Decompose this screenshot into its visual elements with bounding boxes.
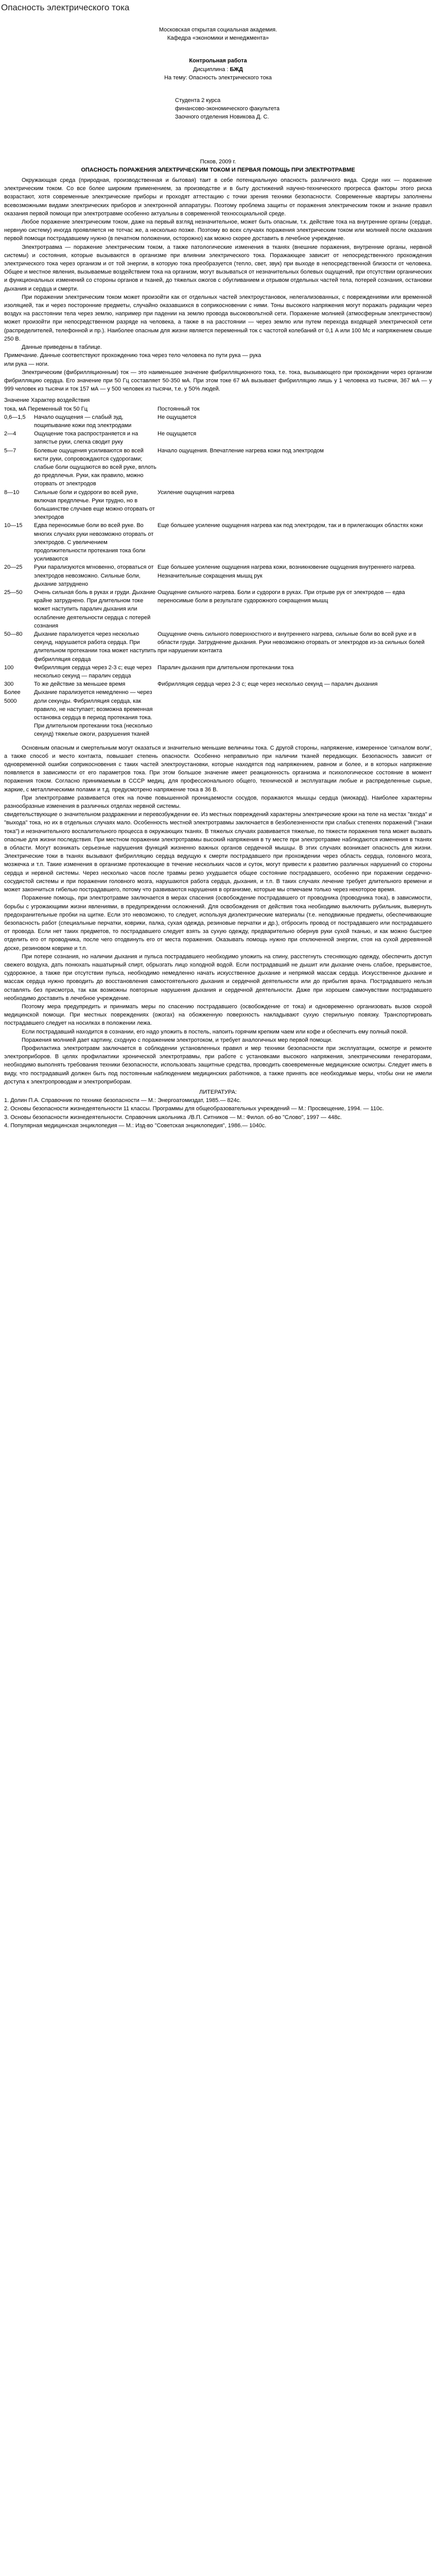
page-title: Опасность электрического тока [1, 3, 130, 12]
table-cell-range: 5—7 [4, 447, 16, 454]
table-cell-range: Более 5000 [4, 689, 21, 704]
work-type: Контрольная работа [189, 58, 247, 64]
table-cell-dc: Фибрилляция сердца через 2-3 с; еще через несколько секунд — паралич дыхания [158, 681, 378, 688]
table-cell-ac: Очень сильная боль в руках и груди. Дыхание крайне затруднено. При длительном токе может наступить паралич дыхания или ослабление деятельности сердца с потерей сознания [34, 589, 155, 629]
table-cell-dc: Еще большее усиление ощущения нагрева кожи, возникновение ощущения внутреннего нагрева. Незначительные сокращения мышц рук [158, 564, 416, 579]
table-cell-ac: Сильные боли и судороги во всей руке, включая предплечье. Руки трудно, но в большинстве случаев еще можно оторвать от электродов [34, 489, 155, 521]
table-cell-dc: Ощущение очень сильного поверхностного и внутреннего нагрева, сильные боли во всей руке и в области груди. Затруднение дыхания. Руки невозможно оторвать от электродов из-за сильных болей при нарушении контакта [158, 631, 425, 654]
topic: На тему: Опасность электрического тока [164, 74, 272, 81]
student-department: Заочного отделения Новикова Д. С. [175, 114, 269, 121]
effects-table [4, 396, 432, 738]
table-cell-range: 2—4 [4, 431, 16, 437]
paragraph: Профилактика электротравм заключается в соблюдении установленных правил и мер техники безопасности при эксплуатации, осмотре и ремонте электроприборов. В целях профилактики хронической электротравмы, при работе с установками высокого напряжения, электрическими генераторами, необходимо выполнять требования техники безопасности, использовать защитные средства, проводить своевременные медицинские осмотры. Следует иметь в виду, что пострадавший должен быть под постоянным наблюдением медицинских работников, а также принять все необходимые меры, чтобы они не имели доступа к электропроводам и электроприборам. [4, 1045, 432, 1085]
table-cell-dc: Начало ощущения. Впечатление нагрева кожи под электродом [158, 447, 324, 454]
paragraph: Основным опасным и смертельным могут оказаться и значительно меньшие величины тока. С другой стороны, напряжение, измеренное 'сигналом воли', а также способ и место контакта, повышает степень опасности. Особенно неправильно при наличии тканей передающих. Безопасность зависит от одновременной ошибки соприкосновения с таких частей электроустановки, которые находятся под напряжением, равном и более, и в которых напряжение появляется в зависимости от его параметров тока. При этом большое значение имеет реакционность организма и психологическое состояние в момент поражения током. Согласно принимаемым в СССР медиц. для профессионального общего, технической и эксплуатации любые и распределенные сырые, жаркие, с металлическими полами и т.д. предусмотрено напряжение тока в 36 В. [4, 744, 432, 793]
table-row [4, 688, 432, 738]
literature-item: 4. Популярная медицинская энциклопедия — М.: Изд-во "Советская энциклопедия", 1986.— 1040с. [4, 1122, 267, 1129]
literature-item: 1. Долин П.А. Справочник по технике безопасности — М.: Энергоатомиздат, 1985.— 824с. [4, 1097, 241, 1104]
student-course: Студентa 2 курса [175, 97, 221, 104]
table-cell-dc: Ощущение сильного нагрева. Боли и судороги в руках. При отрыве рук от электродов — едва переносимые боли в результате судорожного сокращения мышц [158, 589, 405, 604]
table-cell-ac: Дыхание парализуется через несколько секунд, нарушается работа сердца. При длительном протекании тока может наступить фибрилляция сердца [34, 631, 156, 663]
paragraph: или рука — ноги. [4, 361, 49, 367]
paragraphs-block [4, 176, 432, 393]
table-row [4, 588, 432, 630]
table-cell-range: 25—50 [4, 589, 23, 596]
literature-list [4, 1096, 432, 1130]
table-header: Значение Характер воздействия [4, 397, 90, 404]
section-title: ОПАСНОСТЬ ПОРАЖЕНИЯ ЭЛЕКТРИЧЕСКИМ ТОКОМ И ПЕРВАЯ ПОМОЩЬ ПРИ ЭЛЕКТРОТРАВМЕ [81, 166, 355, 173]
table-cell-dc: Не ощущается [158, 414, 197, 420]
paragraph: Данные приведены в таблице. [22, 344, 102, 351]
discipline: Дисциплина : БЖД [193, 66, 243, 73]
literature-title: ЛИТЕРАТУРА: [199, 1089, 237, 1095]
literature-item: 3. Основы безопасности жизнедеятельности. Справочник школьника ./В.П. Ситников — М.: Филол. об-во "Слово", 1997 — 448с. [4, 1114, 342, 1121]
paragraph: Поэтому мерa предупредить и принимать меры по спасению пострадавшего (освобождение от тока) и одновременно организовать вызов скорой медицинской помощи. При местных повреждениях (ожогах) на обожженную поверхность накладывают сухую стерильную повязку. Транспортировать пострадавшего следует на носилках в положении лежа. [4, 1003, 432, 1027]
table-cell-dc: Еще большее усиление ощущения нагрева как под электродом, так и в прилегающих областях кожи [158, 522, 423, 529]
table-row [4, 680, 432, 688]
table-cell-range: 0,6—1,5 [4, 414, 26, 420]
table-row [4, 430, 432, 446]
table-row [4, 563, 432, 588]
table-cell-ac: Начало ощущения — слабый зуд, пощипывание кожи под электродами [34, 414, 132, 429]
table-row [4, 488, 432, 522]
table-row [4, 664, 432, 680]
paragraph: Электрическим (фибрилляционным) ток — это наименьшее значение фибрилляционного тока, т.е. тока, вызывающего при прохождении через организм фибрилляцию сердца. Его значение при 50 Гц составляет 50-350 мА. При этом токе 67 мА вызывает фибрилляцию лишь у 1 человека из тысячи, 367 мА — у 999 человек из тысячи и ток 157 мА — у 500 человек из тысячи, т.е. у 50% людей. [4, 369, 432, 393]
paragraph: Поражение помощь, при электротравме заключается в мерах спасения (освобождение пострадавшего от проводника (проводника тока), в зависимости, борьбы с угрожающими жизни явлениями, в предупреждении осложнений. Для освобождения от действия тока необходимо выключить рубильник, вывернуть предохранительные пробки на щитке. Если это невозможно, то следует, используя диэлектрические материалы (т.е. неподвижные предметы, обеспечивающие безопасность работ (специальные перчатки, коврики, палка, сухая одежда, резиновые перчатки и др.), отбросить провод от пострадавшего или пострадавшего от провода. Если нет таких предметов, то пострадавшего следует взять за сухую одежду, предварительно обернув руки сухой тканью, и как можно быстрее отделить его от проводника, после чего отодвинуть его от места поражения. Оказывать помощь нужно при отключенной энергии, стоя на сухой деревянной доске, резиновом коврике и т.п. [4, 895, 432, 952]
table-cell-ac: Фибрилляция сердца через 2-3 с; еще через несколько секунд — паралич сердца [34, 664, 152, 680]
table-cell-dc: Паралич дыхания при длительном протекании тока [158, 664, 294, 671]
table-cell-range: 300 [4, 681, 14, 688]
table-cell-range: 20—25 [4, 564, 23, 571]
table-cell-ac: Болевые ощущения усиливаются во всей кисти руки, сопровождаются судорогами; слабые боли ощущаются во всей руке, вплоть до предплечья. Руки, как правило, можно оторвать от электродов [34, 447, 156, 487]
table-cell-dc: Не ощущается [158, 431, 197, 437]
paragraphs-block-2 [4, 744, 432, 1086]
paragraph: При электротравме развивается отек на почве повышенной проницаемости сосудов, поражаются мышцы сердца (миокард). Наиболее характерны разнообразные изменения в различных отделах нервной системы. [4, 794, 432, 810]
table-row [4, 413, 432, 430]
faculty: финансово-экономического факультета [175, 106, 280, 112]
paragraph: Окружающая среда (природная, производственная и бытовая) таит в себе потенциальную опасность различного вида. Среди них — поражение электрическим током. Со все более широким применением, за производстве и в быту достижений научно-технического прогресса факторы этого риска возрастают, хотя современные электрические приборы и проходят аттестацию с точки зрения техники безопасности. Современные квартиры заполнены всевозможными видами электрических приборов и электронной аппаратуры. Поэтому проблема защиты от поражения электрическим током и знание правил оказания первой помощи при электротравме особенно актуальны в современной техносоциальной среде. [4, 177, 432, 217]
paragraph: При поражении электрическим током может произойти как от отдельных частей электроустановок, нелегализованных, с повреждениями или временной изоляцией, так и через посторонние предметы, случайно оказавшихся в соприкосновении с ними. Тоны высокого напряжения могут поражать радиации через воздух на расстоянии тела через землю, например при падении на землю провода высоковольтной сети. Поражение молнией (атмосферным электричеством) может произойти при непосредственном разряде на человека, а также в на расстоянии — через землю или путем перехода входящей электрической сети (распределителей, телефонной и пр.). Наиболее опасным для жизни является переменный ток с частотой колебаний от 0,1 A или 100 Мс и напряжением свыше 250 В. [4, 294, 432, 342]
academy-name: Московская открытая социальная академия. [159, 27, 277, 33]
table-cell-ac: Дыхание парализуется немедленно — через доли секунды. Фибрилляция сердца, как правило, не наступает; возможна временная остановка сердца в период протекания тока. При длительном протекании тока (несколько секунд) тяжелые ожоги, разрушения тканей [34, 689, 153, 738]
document-body [0, 13, 436, 1130]
paragraph: Поражения молнией дает картину, сходную с поражением электротоком, и требует аналогичных мер первой помощи. [22, 1037, 333, 1043]
paragraph: Любое поражение электрическим током, даже на первый взгляд незначительное, может быть опасным, т.к. действие тока на внутренние органы (сердце, нервную систему) иногда проявляется не тотчас же, а несколько позже. Поэтому во всех случаях поражения электрическим током или молнией после оказания первой помощи пострадавшему нужно (в печатном положении, осторожно) как можно скорее доставить в лечебное учреждение. [4, 219, 432, 242]
table-cell-range: 10—15 [4, 522, 23, 529]
paragraph: Примечание. Данные соответствуют прохождению тока через тело человека по пути рука — рука [4, 352, 261, 359]
table-cell-ac: То же действие за меньшее время [34, 681, 126, 688]
table-row [4, 447, 432, 488]
paragraph: свидетельствующие о значительном раздражении и перевозбуждении ее. Из местных повреждений характерны электрические кроки на теле на местах "входа" и "выхода" тока, но их в отдельных случаях мало. Особенность местной электротравмы заключается в безболезненности при слабых степенях поражений ("знаки тока") и незначительного воспалительного процесса в окружающих тканях. В тяжелых случаях развивается тяжелые, по тяжести поражения тела может вызвать опасные для жизни последствия. При местном поражении электротравмы высокий напряжения в ту месте при электротравме наблюдаются изменения в тканях в области. Могут возникать серьезные нарушения функций жизненно важных органов сердечной мышцы. В этих случаях возникает опасность для жизни. Электрические токи в тканях вызывают фибрилляцию сердца ведущую к смерти пострадавшего при прохождении через область сердца, головного мозга, мозжечка и т.п. Такие изменения в организме протекающие в течение нескольких часов и суток, могут привести к развитию различных нарушений со стороны сердца и нервной системы. Через несколько часов после травмы резко ухудшается общее состояние пострадавшего, особенно при поражении сердечно-сосудистой системы и при поражении головного мозга, нарушаются работа сердца, дыхания, и т.п. В таких случаях лечение требует длительного времени и может закончиться гибелью пострадавшего, потому что развиваются нарушения в организме, которые мы отмечаем только через некоторое время. [4, 811, 432, 893]
paragraph: При потере сознания, но наличии дыхания и пульса пострадавшего необходимо уложить на спину, расстегнуть стесняющую одежду, обеспечить доступ свежего воздуха, дать понюхать нашатырный спирт, обрызгать лицо холодной водой. Если пострадавший не дышит или дыхание очень слабое, прерывистое, судорожное, а также при отсутствии пульса, необходимо немедленно начать искусственное дыхание и непрямой массаж сердца. Искусственное дыхание и массаж сердца нужно проводить до восстановления самостоятельного дыхания и сердечной деятельности или до прибытия врача. Пострадавшего нельзя оставлять без присмотра, так как возможны повторные нарушения дыхания и сердечной деятельности. Даже при хорошем самочувствии пострадавшего необходимо доставить в лечебное учреждение. [4, 953, 432, 1002]
table-row [4, 521, 432, 563]
city-year: Псков, 2009 г. [200, 158, 236, 165]
literature-item: 2. Основы безопасности жизнедеятельности 11 классы. Программы для общеобразовательных учреждений — М.: Просвещение, 1994. — 110с. [4, 1106, 384, 1112]
paragraph: Электротравма — поражение электрическим током, а также патологические изменения в тканях (внешние поражения, внутренние органы, нервной системы) и состояния, которые вызываются в организме при влиянии электрического тока. Поражающее зависит от непосредственного прохождения электрического тока через организм и от той энергии, в которую тока преобразуется (тепло, свет, звук) при выходе в непосредственной близости от человека. Общее и местное явления, вызываемые воздействием тока на организм, могут вызываться от незначительных болевых ощущений, при отсутствии органических и функциональных изменений со стороны органов и тканей, до тяжелых ожогов с обугливанием и отрывом отдельных частей тела, потерей сознания, остановки дыхания и сердца и смерти. [4, 244, 432, 292]
table-row [4, 630, 432, 664]
department-name: Кафедра «экономики и менеджмента» [167, 35, 269, 42]
table-cell-range: 100 [4, 664, 14, 671]
table-cell-ac: Едва переносимые боли во всей руке. Во многих случаях руки невозможно оторвать от электродов. С увеличением продолжительности протекания тока боли усиливаются [34, 522, 154, 563]
paragraph: Если пострадавший находится в сознании, его надо уложить в постель, напоить горячим крепким чаем или кофе и обеспечить ему полный покой. [22, 1028, 408, 1035]
table-cell-ac: Руки парализуются мгновенно, оторваться от электродов невозможно. Сильные боли, дыхание затруднено [34, 564, 154, 587]
table-cell-range: 8—10 [4, 489, 20, 496]
table-cell-range: 50—80 [4, 631, 23, 637]
table-header-2: тока, мА Переменный ток 50 Гц Постоянный ток [4, 405, 200, 412]
table-cell-ac: Ощущение тока распространяется и на запястье руки, слегка сводит руку [34, 431, 138, 446]
table-cell-dc: Усиление ощущения нагрева [158, 489, 235, 496]
table-cell-dc [158, 688, 432, 738]
